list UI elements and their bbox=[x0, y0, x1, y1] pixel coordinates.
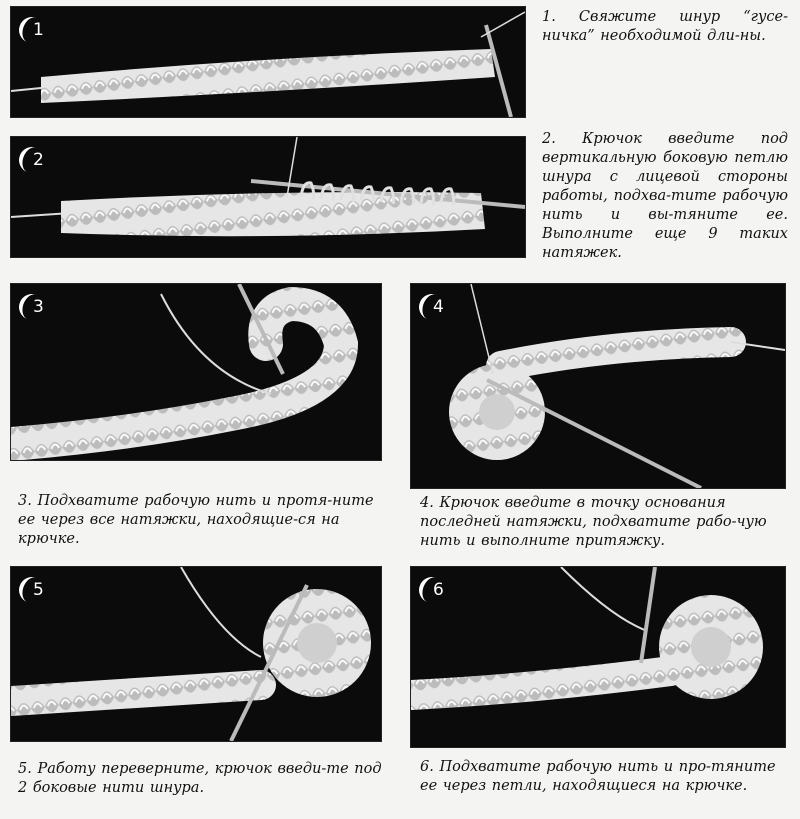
step-3-illustration bbox=[11, 284, 381, 460]
step-number: 5 bbox=[33, 580, 44, 600]
step-number: 3 bbox=[33, 297, 44, 317]
step-5-illustration bbox=[11, 567, 381, 741]
step-number: 6 bbox=[433, 580, 444, 600]
step-2-photo bbox=[10, 136, 526, 258]
step-6-badge bbox=[419, 577, 449, 607]
step-5-photo bbox=[10, 566, 382, 742]
step-4-caption: 4. Крючок введите в точку основания последней натяжки, подхватите рабо-чую нить и выполните притяжку. bbox=[420, 495, 767, 549]
step-5-caption: 5. Работу переверните, крючок введи-те под 2 боковые нити шнура. bbox=[18, 761, 382, 796]
step-4-photo bbox=[410, 283, 786, 489]
step-3-photo bbox=[10, 283, 382, 461]
step-2-illustration bbox=[11, 137, 525, 257]
step-number: 1 bbox=[33, 20, 44, 40]
step-1-caption: 1. Свяжите шнур “гусе-ничка” необходимой дли-ны. bbox=[542, 9, 788, 44]
step-number: 4 bbox=[433, 297, 444, 317]
step-6-illustration bbox=[411, 567, 785, 747]
step-4-illustration bbox=[411, 284, 785, 488]
step-1-illustration bbox=[11, 7, 525, 117]
step-number: 2 bbox=[33, 150, 44, 170]
step-2-caption: 2. Крючок введите под вертикальную боковую петлю шнура с лицевой стороны работы, подхва-тите рабочую нить и вы-тяните ее. Выполните еще 9 таких натяжек. bbox=[542, 131, 788, 261]
step-6-photo bbox=[410, 566, 786, 748]
step-3-caption: 3. Подхватите рабочую нить и протя-ните ее через все натяжки, находящие-ся на крючке. bbox=[18, 493, 374, 547]
step-6-caption: 6. Подхватите рабочую нить и про-тяните ее через петли, находящиеся на крючке. bbox=[420, 759, 776, 794]
step-5-badge bbox=[19, 577, 49, 607]
step-1-photo bbox=[10, 6, 526, 118]
step-1-badge bbox=[19, 17, 49, 47]
step-4-badge bbox=[419, 294, 449, 324]
step-3-badge bbox=[19, 294, 49, 324]
step-2-badge bbox=[19, 147, 49, 177]
